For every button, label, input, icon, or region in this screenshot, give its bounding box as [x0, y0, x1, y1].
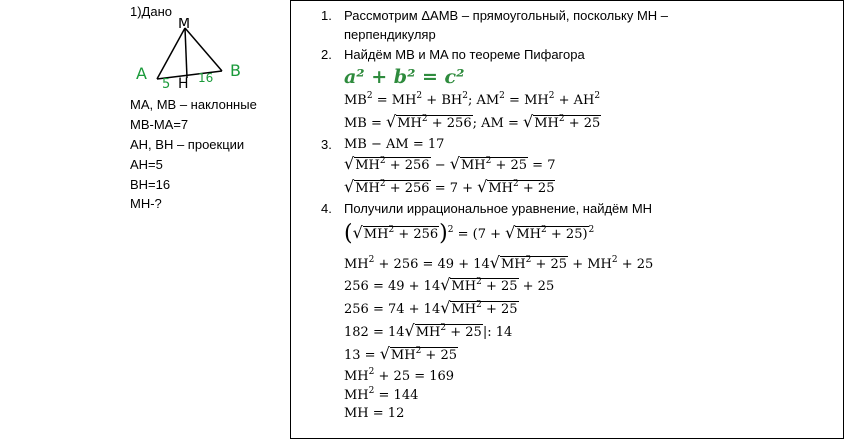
- given-line: MA, MB – наклонные: [130, 97, 257, 112]
- step-4-text: Получили иррациональное уравнение, найдём MH: [344, 201, 653, 216]
- step-3-formula-difference: $√MH^2 + 256 - √MH^2 + 25 = 7$: [344, 154, 556, 173]
- step-3-number: 3.: [321, 137, 332, 152]
- given-line: AH, BH – проекции: [130, 137, 245, 152]
- step-1-number: 1.: [321, 8, 332, 23]
- step-4-eq-expanded: $MH^2 + 256 = 49 + 14√MH^2 + 25 + MH^2 + 25$: [344, 253, 654, 272]
- step-2-formula-roots: MB = $√MH^2 + 256$; AM = $√MH^2 + 25$: [344, 112, 601, 131]
- triangle-figure: [130, 18, 260, 88]
- pythagoras-formula: a² + b² = c²: [344, 66, 465, 88]
- given-line: AH=5: [130, 157, 163, 172]
- segment-ah-label: 5: [162, 77, 171, 88]
- step-4-eq-root: $13 = √MH^2 + 25$: [344, 344, 457, 363]
- given-title: 1)Дано: [130, 4, 173, 19]
- vertex-a-label: A: [136, 64, 147, 83]
- segment-bh-label: 16: [198, 71, 214, 85]
- given-line: BH=16: [130, 177, 171, 192]
- step-4-eq-simplified: $256 = 49 + 14√MH^2 + 25 + 25$: [344, 275, 555, 294]
- step-2-formula-squares: $MB^2 = MH^2 + BH^2$; $AM^2 = MH^2 + AH^2$: [344, 91, 601, 108]
- step-4-eq-square: $MH^2 = 144$: [344, 386, 419, 403]
- foot-h-label: H: [178, 76, 189, 88]
- step-2-text: Найдём MB и MA по теореме Пифагора: [344, 47, 585, 62]
- step-4-eq-combined: $256 = 74 + 14√MH^2 + 25$: [344, 298, 518, 317]
- step-2-number: 2.: [321, 47, 332, 62]
- step-4-eq-squared-sum: $MH^2 + 25 = 169$: [344, 367, 455, 384]
- step-4-eq-squared: $(√MH^2 + 256)^2 = (7 + √MH^2 + 25)^2$: [344, 221, 595, 246]
- apex-label: M: [178, 18, 191, 32]
- step-4-eq-divide: $182 = 14√MH^2 + 25|$: 14: [344, 321, 513, 340]
- step-3-equation: MB − AM = 17: [344, 137, 445, 152]
- solution-panel: [290, 0, 844, 439]
- step-4-answer: MH = 12: [344, 406, 405, 421]
- step-3-formula-isolated: $√MH^2 + 256 = 7 + √MH^2 + 25$: [344, 177, 555, 196]
- step-4-number: 4.: [321, 201, 332, 216]
- vertex-b-label: B: [230, 61, 241, 80]
- step-1-text-cont: перпендикуляр: [344, 27, 436, 42]
- step-1-text: Рассмотрим ΔAMB – прямоугольный, поскольку MH –: [344, 8, 669, 23]
- given-line: MB-MA=7: [130, 117, 189, 132]
- given-line: MH-?: [130, 196, 162, 211]
